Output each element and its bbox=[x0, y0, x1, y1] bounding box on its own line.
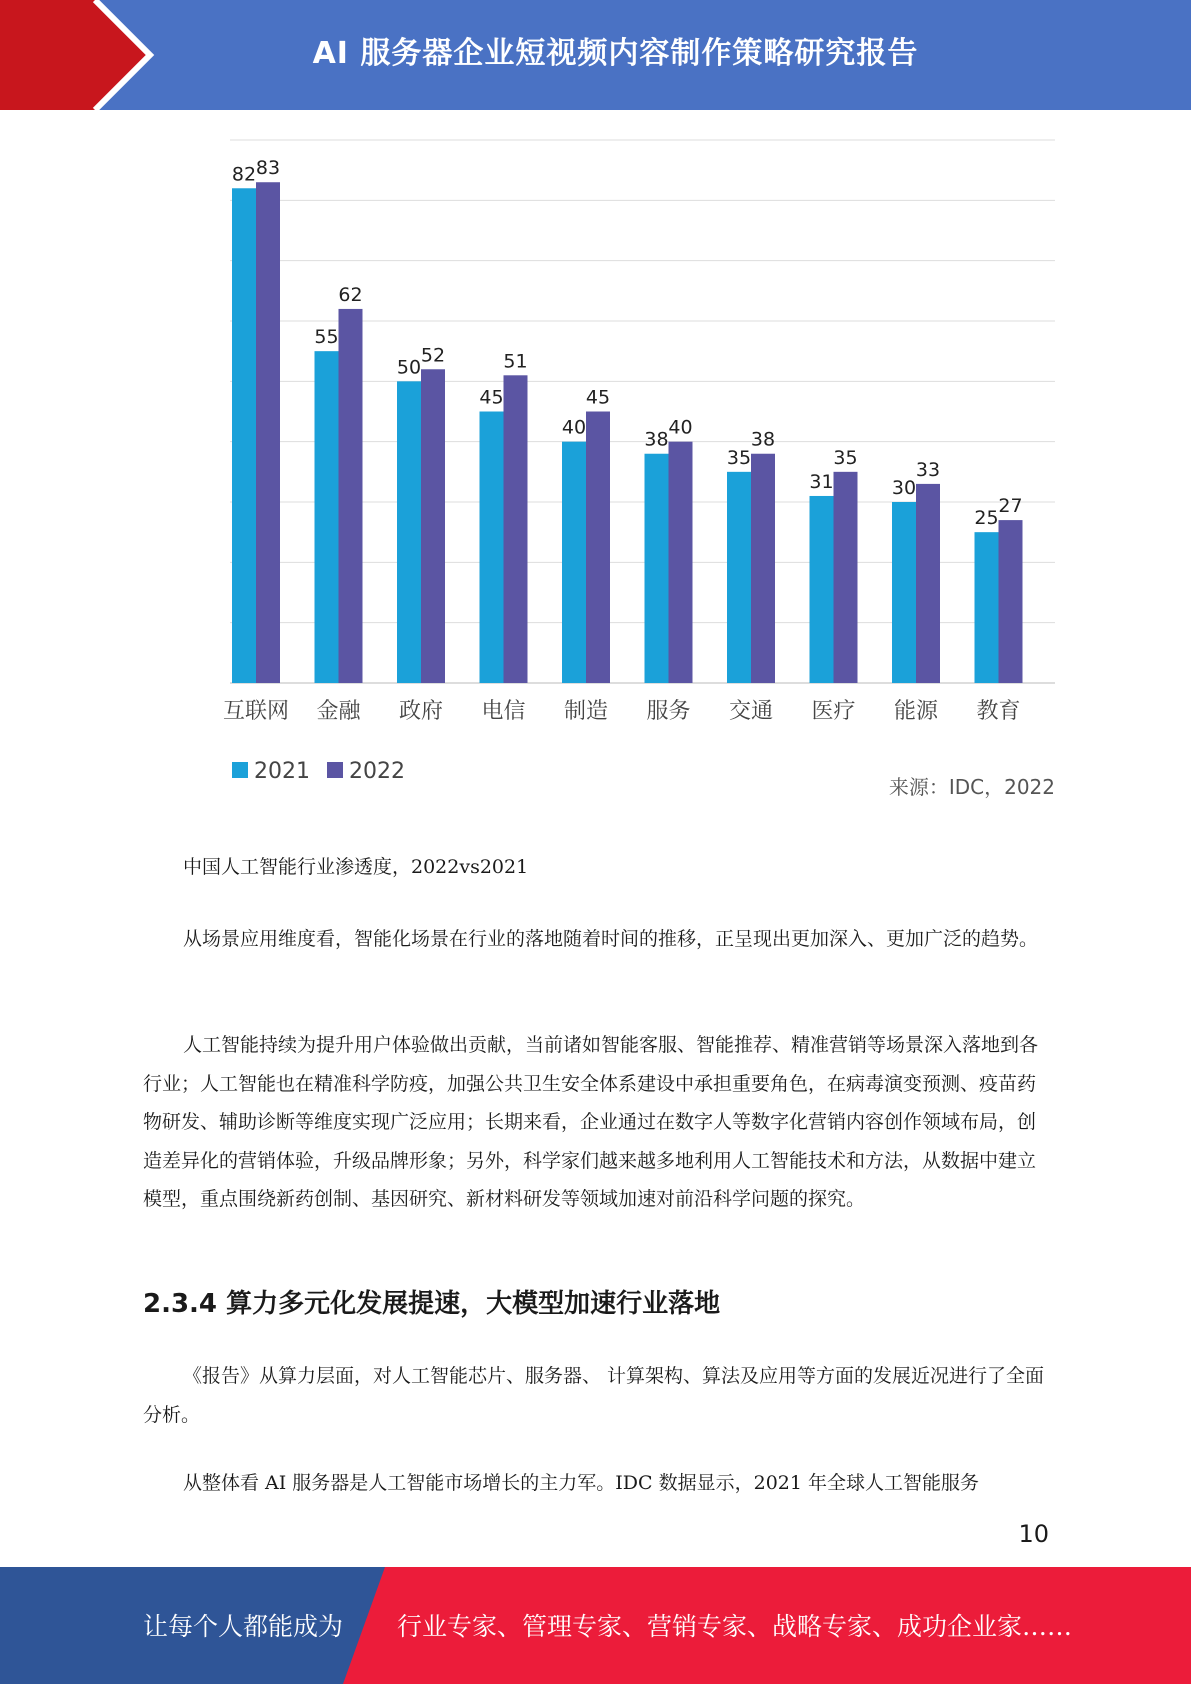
bar-2022 bbox=[999, 520, 1023, 683]
bar-2021 bbox=[810, 496, 834, 683]
data-label: 40 bbox=[561, 416, 587, 439]
bar-2021 bbox=[892, 502, 916, 683]
data-label: 52 bbox=[420, 344, 446, 367]
bar-2021 bbox=[645, 454, 669, 683]
chart-source: 来源：IDC，2022 bbox=[888, 775, 1055, 799]
data-label: 30 bbox=[891, 477, 917, 499]
section-heading: 2.3.4 算力多元化发展提速，大模型加速行业落地 bbox=[143, 1289, 721, 1319]
bar-2022 bbox=[504, 375, 528, 683]
data-label: 51 bbox=[503, 350, 528, 373]
footer-slogan-left: 让每个人都能成为 bbox=[143, 1612, 344, 1641]
category-label: 服务 bbox=[646, 699, 691, 724]
legend-label: 2021 bbox=[254, 759, 310, 784]
bar-2022 bbox=[586, 412, 610, 684]
category-label: 能源 bbox=[893, 699, 939, 724]
data-label: 25 bbox=[974, 507, 999, 530]
header-banner bbox=[0, 0, 1191, 110]
category-label: 互联网 bbox=[222, 699, 290, 724]
legend-label: 2022 bbox=[349, 759, 405, 784]
legend-swatch-2021 bbox=[232, 762, 248, 778]
footer-banner bbox=[0, 1567, 1191, 1684]
data-label: 33 bbox=[915, 458, 941, 481]
data-label: 45 bbox=[479, 386, 504, 409]
bar-2021 bbox=[232, 188, 256, 683]
bar-2022 bbox=[339, 309, 363, 683]
bar-2022 bbox=[669, 442, 693, 683]
data-label: 27 bbox=[998, 495, 1023, 518]
bar-2021 bbox=[315, 351, 339, 683]
chart-bars bbox=[232, 182, 1023, 683]
data-label: 40 bbox=[668, 416, 693, 439]
category-label: 医疗 bbox=[811, 699, 856, 724]
data-label: 45 bbox=[585, 386, 611, 409]
paragraph-ai-contribution: 人工智能持续为提升用户体验做出贡献，当前诸如智能客服、智能推荐、精准营销等场景深入落地到各行业；人工智能也在精准科学防疫，加强公共卫生安全体系建设中承担重要角色，在病毒演变预测、疫苗药物研发、辅助诊断等维度实现广泛应用；长期来看，企业通过在数字人等数字化营销内容创作领域布局，创造差异化的营销体验，升级品牌形象；另外，科学家们越来越多地利用人工智能技术和方法，从数据中建立模型，重点围绕新药创制、基因研究、新材料研发等领域加速对前沿科学问题的探究。 bbox=[143, 1034, 1039, 1210]
category-label: 教育 bbox=[976, 699, 1021, 724]
bar-2022 bbox=[256, 182, 280, 683]
bar-2021 bbox=[727, 472, 751, 683]
report-title: AI 服务器企业短视频内容制作策略研究报告 bbox=[312, 36, 919, 71]
paragraph-scenario: 从场景应用维度看，智能化场景在行业的落地随着时间的推移，正呈现出更加深入、更加广泛的趋势。 bbox=[183, 928, 1039, 950]
data-label: 83 bbox=[255, 157, 281, 180]
data-label: 55 bbox=[314, 326, 339, 349]
category-label: 电信 bbox=[481, 699, 526, 724]
paragraph-ai-server: 从整体看 AI 服务器是人工智能市场增长的主力军。IDC 数据显示，2021 年全球人工智能服务 bbox=[183, 1472, 980, 1494]
category-label: 交通 bbox=[728, 699, 774, 724]
bar-2022 bbox=[421, 369, 445, 683]
bar-2022 bbox=[751, 454, 775, 683]
bar-2021 bbox=[562, 442, 586, 683]
legend-swatch-2022 bbox=[327, 762, 343, 778]
data-label: 35 bbox=[833, 446, 858, 469]
bar-2022 bbox=[916, 484, 940, 683]
bar-2021 bbox=[397, 381, 421, 683]
chart-legend bbox=[232, 759, 405, 784]
page-number: 10 bbox=[1018, 1520, 1049, 1548]
footer-slogan-right: 行业专家、管理专家、营销专家、战略专家、成功企业家…… bbox=[397, 1612, 1073, 1641]
chart-caption: 中国人工智能行业渗透度，2022vs2021 bbox=[183, 856, 529, 878]
category-label: 金融 bbox=[316, 699, 361, 724]
chart-category-labels bbox=[223, 699, 1021, 724]
industry-penetration-chart bbox=[210, 130, 1090, 810]
data-label: 35 bbox=[726, 446, 752, 469]
category-label: 制造 bbox=[563, 699, 609, 724]
bar-2021 bbox=[975, 532, 999, 683]
paragraph-report-overview: 《报告》从算力层面，对人工智能芯片、服务器、 计算架构、算法及应用等方面的发展近况进行了全面分析。 bbox=[143, 1365, 1045, 1426]
bar-2021 bbox=[480, 412, 504, 684]
data-label: 62 bbox=[338, 283, 363, 306]
data-label: 82 bbox=[231, 163, 257, 186]
bar-2022 bbox=[834, 472, 858, 683]
category-label: 政府 bbox=[398, 699, 444, 724]
data-label: 31 bbox=[809, 470, 834, 493]
data-label: 38 bbox=[644, 428, 669, 451]
data-label: 50 bbox=[396, 356, 422, 379]
data-label: 38 bbox=[750, 428, 776, 451]
